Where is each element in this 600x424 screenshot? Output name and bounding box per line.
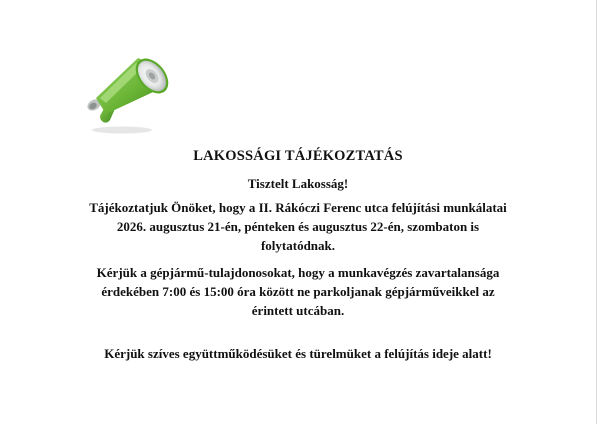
- closing-request: Kérjük szíves együttműködésüket és türelmüket a felújítás ideje alatt!: [104, 346, 492, 361]
- paragraph-line: érdekében 7:00 és 15:00 óra között ne parkoljanak gépjárműveikkel az: [101, 284, 495, 299]
- paragraph-line: Tájékoztatjuk Önöket, hogy a II. Rákóczi Ferenc utca felújítási munkálatai: [89, 200, 507, 215]
- paragraph-line: Kérjük a gépjármű-tulajdonosokat, hogy a munkavégzés zavartalansága: [96, 265, 500, 280]
- page-edge: [596, 0, 597, 424]
- notice-paragraph-parking: [40, 263, 556, 320]
- notice-paragraph-roadworks: [40, 198, 556, 255]
- paragraph-line: folytatódnak.: [260, 238, 336, 253]
- notice-title: LAKOSSÁGI TÁJÉKOZTATÁS: [193, 148, 403, 164]
- salutation: Tisztelt Lakosság!: [247, 176, 349, 191]
- paragraph-line: érintett utcában.: [251, 303, 345, 318]
- megaphone-icon: [80, 46, 172, 136]
- paragraph-line: 2026. augusztus 21-én, pénteken és augusztus 22-én, szombaton is: [116, 219, 480, 234]
